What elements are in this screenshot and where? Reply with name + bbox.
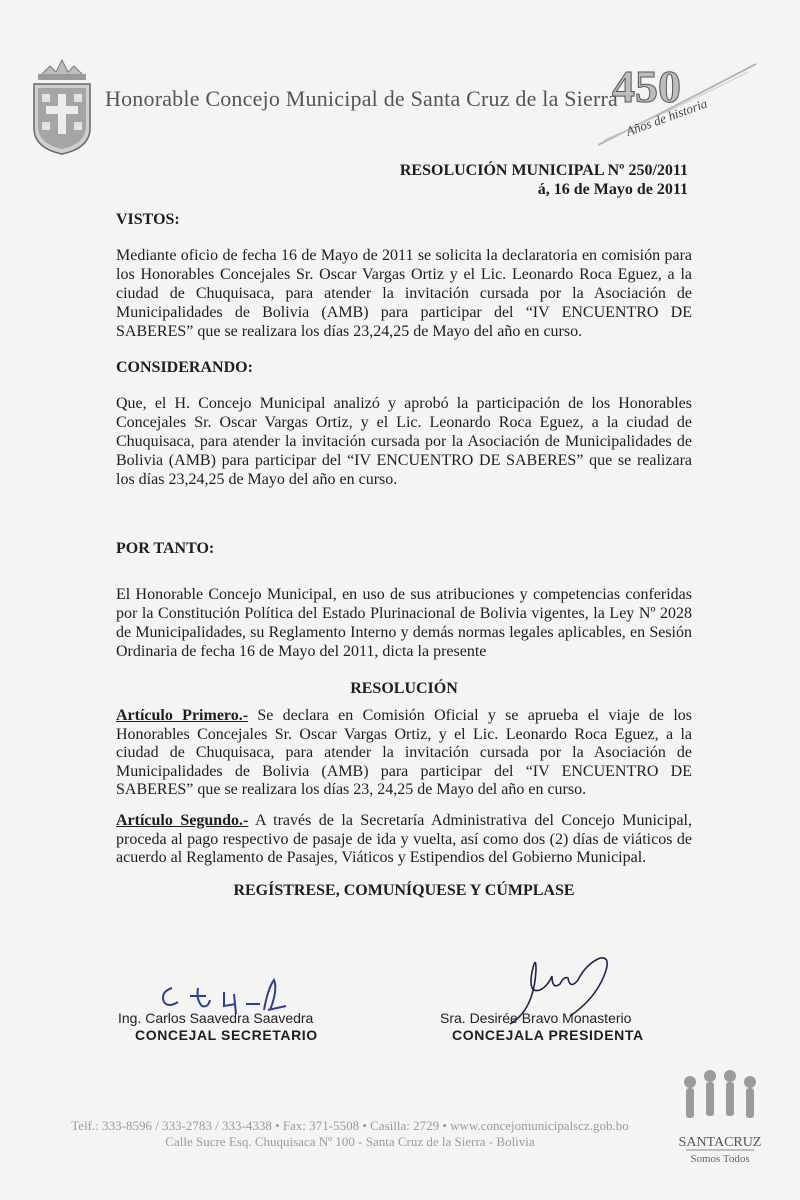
left-signer-name: Ing. Carlos Saavedra Saavedra (118, 1010, 314, 1026)
coat-of-arms-icon (30, 48, 94, 156)
resolucion-heading: RESOLUCIÓN (350, 680, 458, 697)
articulo-primero-text: Se declara en Comisión Oficial y se aprueba el viaje de los Honorables Concejales Sr. Oscar Vargas Ortiz, y el Lic. Leonardo Roca Eguez, a la ciudad de Chuquisaca, para atender la invitación cursada por la Asociación de Municipalidades de Bolivia (AMB) para participar del “IV ENCUENTRO DE SABERES” que se realizara los días 23, 24,25 de Mayo del año en curso. (116, 707, 693, 798)
articulo-segundo-label: Artículo Segundo.- (116, 812, 249, 829)
footer-address: Calle Sucre Esq. Chuquisaca Nº 100 - Santa Cruz de la Sierra - Bolivia (165, 1134, 535, 1149)
por-tanto-heading: POR TANTO: (116, 540, 215, 557)
anniversary-number: 450 (612, 61, 681, 112)
left-signer-role: CONCEJAL SECRETARIO (135, 1027, 318, 1043)
footer-contact: Telf.: 333-8596 / 333-2783 / 333-4338 • Fax: 371-5508 • Casilla: 2729 • www.concejomunicipalscz.gob.bo (71, 1118, 629, 1133)
vistos-text: Mediante oficio de fecha 16 de Mayo de 2011 se solicita la declaratoria en comisión para los Honorables Concejales Sr. Oscar Vargas Ortiz y el Lic. Leonardo Roca Eguez, a la ciudad de Chuquisaca, para atender la invitación cursada por la Asociación de Municipalidades de Bolivia (AMB) para participar del “IV ENCUENTRO DE SABERES” que se realizara los días 23,24,25 de Mayo del año en curso. (116, 247, 692, 340)
por-tanto-text: El Honorable Concejo Municipal, en uso de sus atribuciones y competencias conferidas por la Constitución Política del Estado Plurinacional de Bolivia vigentes, la Ley Nº 2028 de Municipalidades, su Reglamento Interno y demás normas legales aplicables, en Sesión Ordinaria de fecha 16 de Mayo del 2011, dicta la presente (116, 586, 692, 660)
closing-formula: REGÍSTRESE, COMUNÍQUESE Y CÚMPLASE (233, 882, 575, 899)
considerando-heading: CONSIDERANDO: (116, 359, 253, 376)
considerando-text: Que, el H. Concejo Municipal analizó y aprobó la participación de los Honorables Concejales Sr. Oscar Vargas Ortiz, y el Lic. Leonardo Roca Eguez, a la ciudad de Chuquisaca, para atender la invitación cursada por la Asociación de Municipalidades de Bolivia (AMB) para participar del “IV ENCUENTRO DE SABERES” que se realizara los días 23,24,25 de Mayo del año en curso. (116, 395, 692, 488)
articulo-primero-label: Artículo Primero.- (116, 707, 249, 724)
resolution-number: RESOLUCIÓN MUNICIPAL Nº 250/2011 (399, 162, 688, 179)
articulo-segundo-text: A través de la Secretaría Administrativa del Concejo Municipal, proceda al pago respectivo de pasaje de ida y vuelta, así como dos (2) días de viáticos de acuerdo al Reglamento de Pasajes, Viáticos y Estipendios del Gobierno Municipal. (116, 812, 692, 866)
resolution-date: á, 16 de Mayo de 2011 (537, 181, 688, 198)
articulo-segundo (116, 812, 692, 868)
right-signer-name: Sra. Desirée Bravo Monasterio (440, 1010, 632, 1026)
anniversary-caption: Años de historia (623, 95, 710, 139)
organization-title: Honorable Concejo Municipal de Santa Cruz de la Sierra (105, 86, 618, 111)
brand-tagline: Somos Todos (690, 1153, 750, 1165)
articulo-primero (116, 707, 692, 800)
people-figures-icon (684, 1070, 756, 1118)
santacruz-logo (672, 1068, 768, 1172)
brand-name: SANTACRUZ (678, 1135, 762, 1150)
anniversary-450-logo (598, 50, 758, 150)
vistos-heading: VISTOS: (116, 211, 180, 228)
right-signer-role: CONCEJALA PRESIDENTA (452, 1027, 644, 1043)
